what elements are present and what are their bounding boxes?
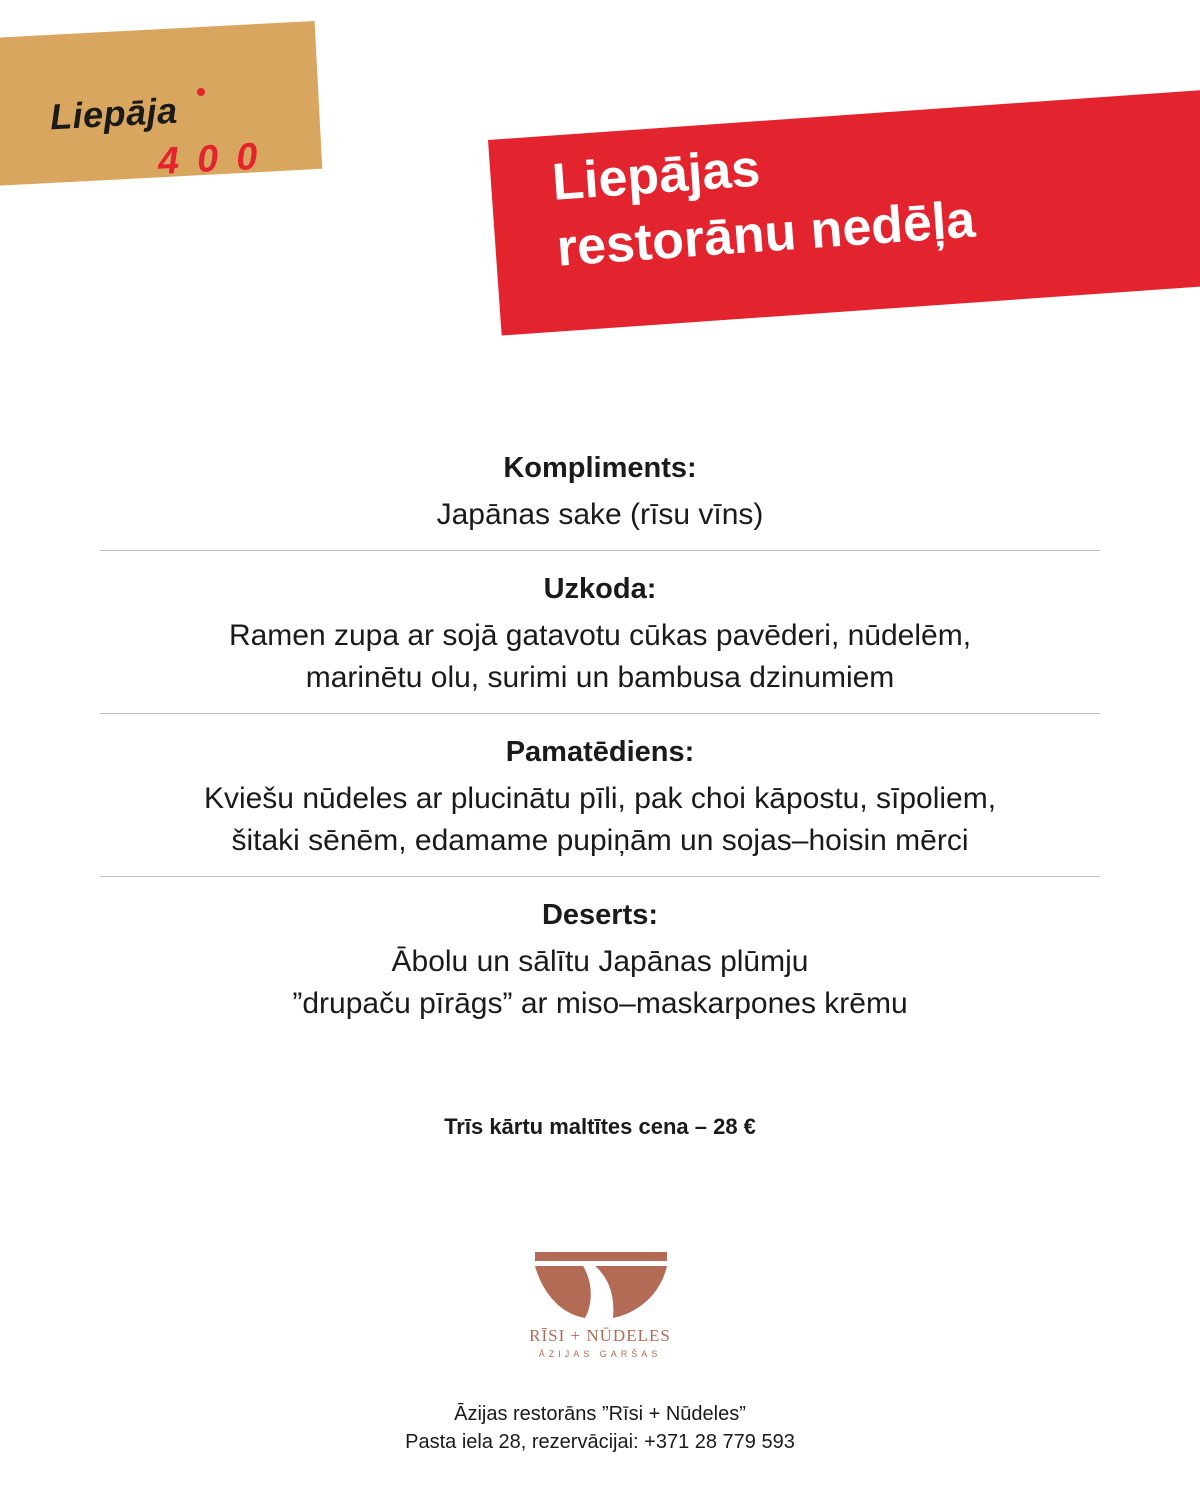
logo-tagline: ĀZIJAS GARŠAS	[538, 1349, 662, 1359]
course-starter	[100, 569, 1100, 699]
menu	[100, 448, 1100, 1025]
course-dish	[100, 778, 1100, 862]
divider	[100, 713, 1100, 714]
divider	[100, 876, 1100, 877]
course-compliment	[100, 448, 1100, 536]
dish-line: Kviešu nūdeles ar plucinātu pīli, pak choi kāpostu, sīpoliem,	[203, 782, 997, 815]
course-heading: Kompliments:	[503, 452, 697, 484]
course-dish	[100, 494, 1100, 536]
course-dish	[100, 941, 1100, 1025]
dish-line: ”drupaču pīrāgs” ar miso–maskarpones krēmu	[292, 987, 908, 1020]
dish-line: Japānas sake (rīsu vīns)	[436, 498, 764, 531]
footer-address: Pasta iela 28, rezervācijai: +371 28 779 593	[405, 1431, 795, 1453]
divider	[100, 550, 1100, 551]
course-dish	[100, 615, 1100, 699]
title-line-1: Liepājas	[550, 139, 762, 212]
dish-line: Ramen zupa ar sojā gatavotu cūkas pavēderi, nūdelēm,	[228, 619, 972, 652]
city-dot-icon	[197, 88, 205, 96]
course-heading: Pamatēdiens:	[505, 736, 695, 768]
dish-line: marinētu olu, surimi un bambusa dzinumiem	[305, 661, 895, 694]
logo-name: RĪSI + NŪDELES	[529, 1326, 671, 1345]
course-heading: Uzkoda:	[543, 573, 657, 605]
title-line-2: restorānu nedēļa	[554, 190, 977, 278]
price: Trīs kārtu maltītes cena – 28 €	[444, 1114, 756, 1139]
course-dessert	[100, 895, 1100, 1025]
dish-line: Ābolu un sālītu Japānas plūmju	[391, 945, 809, 978]
bowl-leaf-logo-icon	[535, 1252, 667, 1322]
course-main	[100, 732, 1100, 862]
dish-line: šitaki sēnēm, edamame pupiņām un sojas–hoisin mērci	[231, 824, 969, 857]
footer	[0, 1400, 1200, 1456]
course-heading: Deserts:	[541, 899, 659, 931]
city-name: Liepāja	[48, 89, 179, 138]
footer-restaurant: Āzijas restorāns ”Rīsi + Nūdeles”	[454, 1403, 746, 1425]
city-number: 400	[156, 134, 277, 184]
